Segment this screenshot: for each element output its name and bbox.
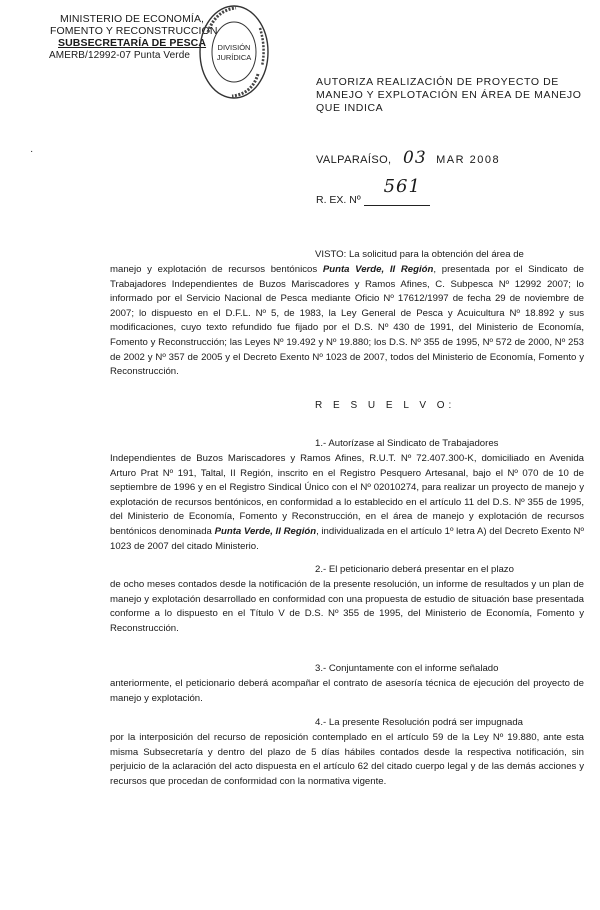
visto-first-line: VISTO: La solicitud para la obtención del área de <box>315 249 524 260</box>
item-4-paragraph: por la interposición del recurso de reposición contemplado en el artículo 59 de la Ley Nº 19.880, ante esta misma Subsecretaría y dentro del plazo de 5 días hábiles contados desde la respectiva notificación, sin perjuicio de la aclaración del acto dispuesta en el artículo 62 del citado cuerpo legal y de las demás acciones y recursos que procedan de conformidad con la normativa vigente. <box>110 732 584 787</box>
document-title: AUTORIZA REALIZACIÓN DE PROYECTO DE MANEJO Y EXPLOTACIÓN EN ÁREA DE MANEJO QUE INDICA <box>316 76 582 114</box>
stamp-text-bottom: JURÍDICA <box>216 53 252 62</box>
division-juridica-stamp <box>196 2 272 102</box>
item-1-paragraph: Independientes de Buzos Mariscadores y Ramos Afines, R.U.T. Nº 72.407.300-K, domiciliado en Avenida Arturo Prat Nº 191, Taltal, II Región, inscrito en el Registro Pesquero Artesanal, bajo el Nº 070 de 10 de septiembre de 1996 y en el Registro Sindical Único con el Nº 02010274, para realizar un proyecto de manejo y explotación de recursos bentónicos, en conformidad a lo establecido en el artículo 11 del D.S. Nº 355 de 1995, del Ministerio de Economía, Fomento y Reconstrucción, en el área de manejo y explotación de recursos bentónicos denominada Punta Verde, II Región, individualizada en el artículo 1º letra A) del Decreto Exento Nº 1023 de 2007 del citado Ministerio. <box>110 453 584 552</box>
resolution-number <box>316 176 430 206</box>
stamped-date: MAR 2008 <box>436 154 501 166</box>
item-3-first-line: 3.- Conjuntamente con el informe señalado <box>315 663 499 674</box>
item-1-place-name: Punta Verde, II Región <box>214 525 317 537</box>
resuelvo-heading: R E S U E L V O: <box>315 400 456 411</box>
visto-paragraph: manejo y explotación de recursos bentónicos Punta Verde, II Región, presentada por el Sindicato de Trabajadores Independientes de Buzos Mariscadores y Ramos Afines, C. Subpesca Nº 12992 2007; lo informado por el Servicio Nacional de Pesca mediante Oficio Nº 17612/1997 de fecha 29 de noviembre de 2007; lo dispuesto en el D.F.L. Nº 5, de 1983, la Ley General de Pesca y Acuicultura Nº 18.892 y sus modificaciones, cuyo texto refundido fue fijado por el D.S. Nº 430 de 1991, del Ministerio de Economía, Fomento y Reconstrucción; las Leyes Nº 19.492 y Nº 19.880; los D.S. Nº 355 de 1995, Nº 572 de 2000, Nº 253 de 2002 y Nº 357 de 2005 y el Decreto Exento Nº 1023 de 2007, todos del Ministerio de Economía, Fomento y Reconstrucción. <box>110 264 584 378</box>
handwritten-day: 03 <box>403 148 427 168</box>
resolution-handwritten-number: 561 <box>383 176 421 197</box>
resolution-line <box>364 176 430 206</box>
visto-place-name: Punta Verde, II Región <box>322 264 434 275</box>
item-3-paragraph: anteriormente, el peticionario deberá acompañar el contrato de asesoría técnica de ejecución del proyecto de manejo y explotación. <box>110 678 584 704</box>
item-1-first-line: 1.- Autorízase al Sindicato de Trabajadores <box>315 438 499 449</box>
margin-mark: · <box>30 146 34 157</box>
place-date <box>316 148 500 168</box>
file-reference: AMERB/12992-07 Punta Verde <box>49 50 191 61</box>
item-4-first-line: 4.- La presente Resolución podrá ser impugnada <box>315 717 523 728</box>
resolution-label: R. EX. Nº <box>316 194 361 206</box>
subsecretaria-name: SUBSECRETARÍA DE PESCA <box>58 37 207 49</box>
item-2-paragraph: de ocho meses contados desde la notificación de la presente resolución, un informe de resultados y un plan de manejo y explotación desarrollado en conformidad con una propuesta de estudio de situación base presentada conforme a lo dispuesto en el Título V de D.S. Nº 355 de 1995, del Ministerio de Economía, Fomento y Reconstrucción. <box>110 579 584 634</box>
place-label: VALPARAÍSO, <box>316 154 392 166</box>
ministry-name-line2: FOMENTO Y RECONSTRUCCIÓN <box>50 25 218 37</box>
stamp-text-top: DIVISIÓN <box>217 43 251 52</box>
item-2-first-line: 2.- El peticionario deberá presentar en el plazo <box>315 564 514 575</box>
ministry-name: MINISTERIO DE ECONOMÍA, <box>60 13 205 25</box>
